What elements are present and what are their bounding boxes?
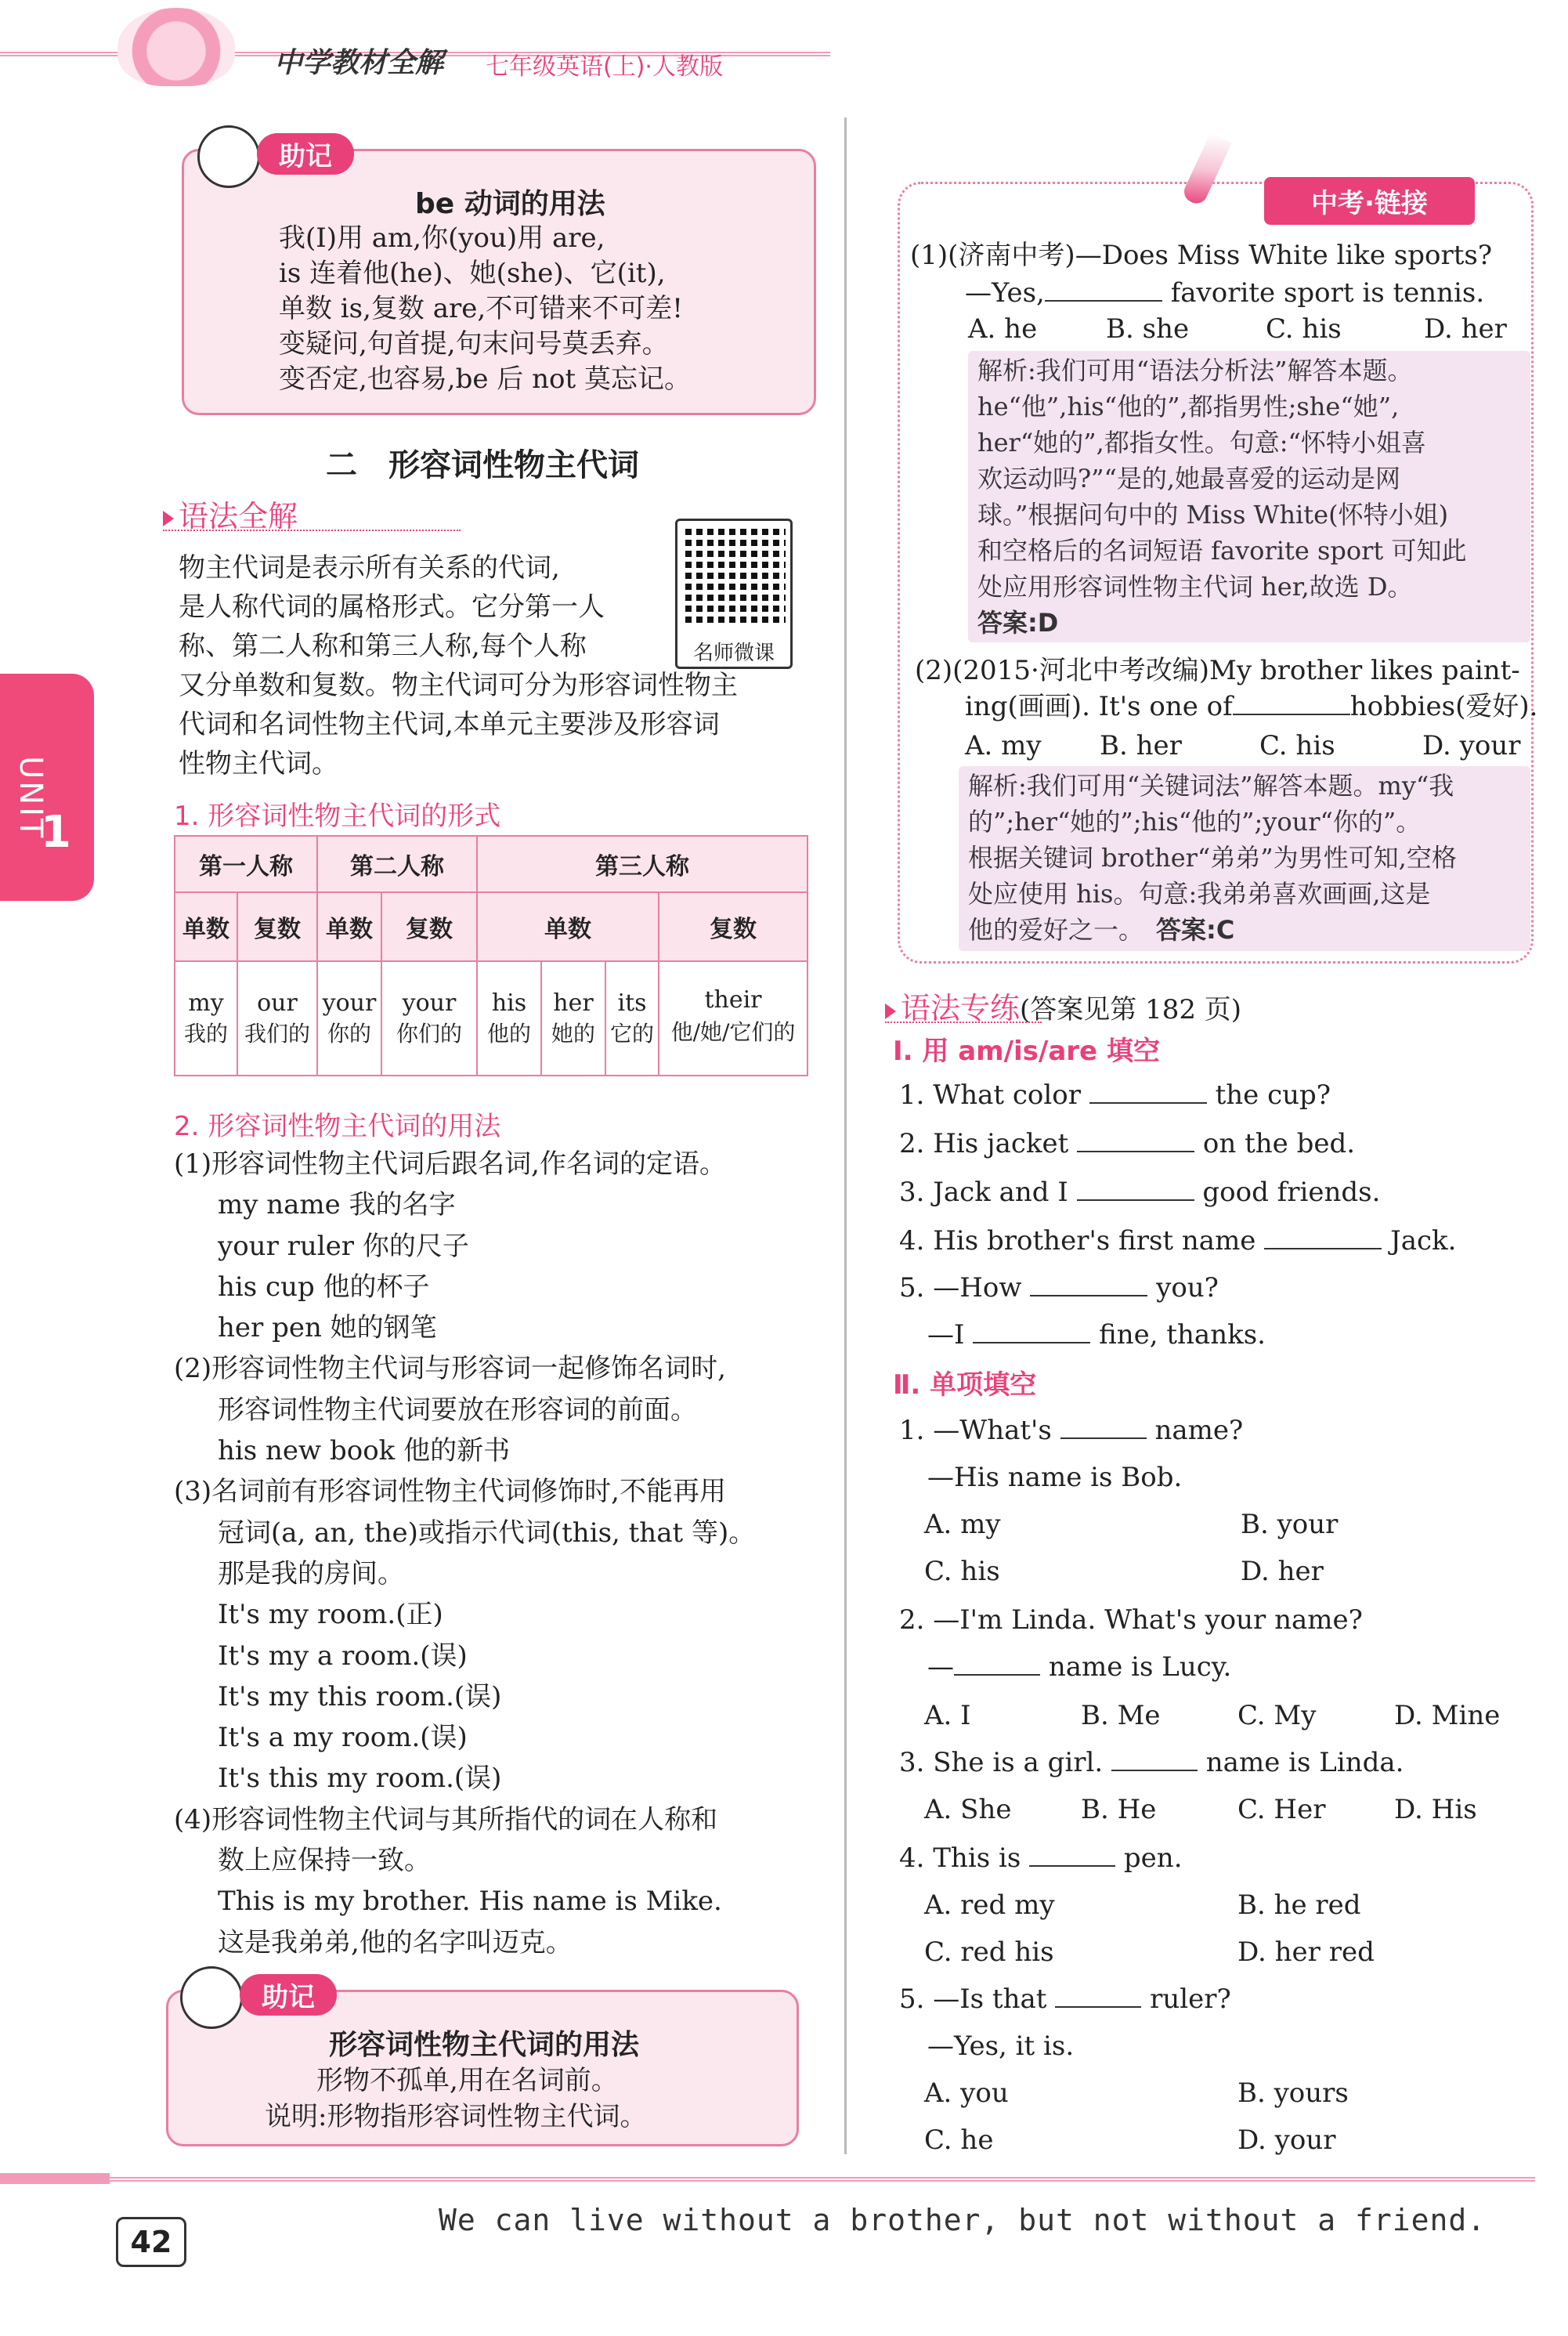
mc-stem <box>899 1982 1231 2017</box>
mc-text: 1. —What's <box>899 1415 1052 1446</box>
mc-stem: 2. —I'm Linda. What's your name? <box>899 1604 1363 1636</box>
p1-item <box>927 1318 1266 1353</box>
answer-blank[interactable] <box>973 1342 1090 1343</box>
mc-option: A. I <box>924 1700 971 1731</box>
mc-option: A. my <box>924 1509 1001 1540</box>
mc-option: B. yours <box>1237 2077 1349 2109</box>
table-cell <box>605 961 659 1076</box>
p1-text: the cup? <box>1215 1079 1331 1111</box>
p1-text: good friends. <box>1202 1177 1381 1208</box>
mc-text: 3. She is a girl. <box>899 1747 1104 1778</box>
intro-line: 物主代词是表示所有关系的代词, <box>179 552 560 584</box>
mc-option: B. Me <box>1081 1700 1161 1731</box>
mc-stem <box>899 1841 1183 1876</box>
q1-opt-a: A. he <box>968 313 1038 345</box>
q2-opt-a: A. my <box>965 730 1042 761</box>
answer-blank[interactable] <box>1077 1199 1194 1201</box>
part1-title: Ⅰ. 用 am/is/are 填空 <box>893 1036 1160 1067</box>
table-cell <box>477 961 541 1076</box>
mascot-icon <box>197 125 260 188</box>
usage-example: This is my brother. His name is Mike. <box>218 1886 722 1918</box>
expl-line: 解析:我们可用“关键词法”解答本题。my“我 <box>968 771 1454 801</box>
usage-example: his new book 他的新书 <box>218 1435 511 1467</box>
expl-line: 他的爱好之一。 <box>968 915 1132 945</box>
cell-en: your <box>402 989 457 1017</box>
cell-en: your <box>322 989 377 1017</box>
intro-text <box>179 548 738 783</box>
memo-line: 形物不孤单,用在名词前。 <box>316 2065 618 2096</box>
grammar-label-text: 语法全解 <box>179 499 298 533</box>
exam-link-tag: 中考·链接 <box>1264 177 1475 225</box>
answer-blank[interactable] <box>1111 1770 1198 1771</box>
footer-rule <box>110 2177 1535 2182</box>
expl-line-last <box>968 912 1521 948</box>
intro-line: 代词和名词性物主代词,本单元主要涉及形容词 <box>179 709 720 740</box>
usage-rule: (4)形容词性物主代词与其所指代的词在人称和 <box>174 1803 718 1835</box>
mc-text: ruler? <box>1150 1983 1231 2015</box>
cell-cn: 他的 <box>486 1020 531 1047</box>
q2-stem: (2)(2015·河北中考改编)My brother likes paint- <box>915 655 1520 686</box>
expl-line: he“他”,his“他的”,都指男性;she“她”, <box>977 392 1400 421</box>
mc-text: — <box>927 1651 954 1683</box>
q1-opt-c: C. his <box>1266 313 1342 345</box>
section-heading: 二 形容词性物主代词 <box>326 447 639 483</box>
answer-blank[interactable] <box>1045 300 1162 302</box>
unit-number: 1 <box>41 807 71 858</box>
usage-example: It's this my room.(误) <box>218 1763 502 1795</box>
usage-example: my name 我的名字 <box>218 1189 456 1221</box>
unit-label: UNIT <box>13 756 49 841</box>
usage-rule: (3)名词前有形容词性物主代词修饰时,不能再用 <box>174 1476 726 1508</box>
usage-text <box>174 1144 755 1963</box>
answer-blank[interactable] <box>1264 1248 1382 1249</box>
label-underline <box>163 530 461 531</box>
page-number: 42 <box>116 2217 186 2267</box>
table-cell <box>175 961 237 1076</box>
p1-text: you? <box>1156 1272 1219 1304</box>
q1-opt-d: D. her <box>1424 313 1507 345</box>
q2-opt-c: C. his <box>1259 730 1335 761</box>
usage-example: 这是我弟弟,他的名字叫迈克。 <box>218 1926 573 1958</box>
usage-example: her pen 她的钢笔 <box>218 1312 437 1344</box>
q2-stem-end: hobbies(爱好). <box>1349 691 1538 722</box>
mc-option: B. he red <box>1237 1889 1361 1921</box>
mc-stem <box>927 1650 1231 1685</box>
expl-line: 和空格后的名词短语 favorite sport 可知此 <box>977 536 1467 566</box>
memo-tag: 助记 <box>240 1974 337 2016</box>
table-cell <box>381 961 477 1076</box>
answer-blank[interactable] <box>1089 1102 1207 1104</box>
q2-stem-line2 <box>965 689 1537 725</box>
table-cell <box>317 961 381 1076</box>
answer-blank[interactable] <box>1029 1865 1115 1867</box>
cell-cn: 我们的 <box>244 1020 310 1047</box>
table-cell <box>541 961 605 1076</box>
mascot-icon <box>180 1966 243 2029</box>
practice-ref: (答案见第 182 页) <box>1020 994 1242 1025</box>
expl-line: 的”;her“她的”;his“他的”;your“你的”。 <box>968 807 1422 837</box>
q2-answer: 答案:C <box>1156 915 1235 945</box>
p1-text: Jack. <box>1390 1225 1457 1257</box>
book-logo-icon <box>117 8 235 86</box>
mc-option: A. you <box>924 2077 1009 2109</box>
mc-option: D. your <box>1237 2124 1336 2156</box>
practice-label-text: 语法专练 <box>901 991 1021 1025</box>
q1-explanation <box>968 351 1530 642</box>
expl-line: 欢运动吗?”“是的,她最喜爱的运动是网 <box>977 464 1401 494</box>
header-subtitle: 七年级英语(上)·人教版 <box>486 53 723 81</box>
memo-line: 单数 is,复数 are,不可错来不可差! <box>279 293 683 324</box>
mc-text: name? <box>1154 1415 1244 1446</box>
expl-line: 球。”根据问句中的 Miss White(怀特小姐) <box>977 500 1449 530</box>
memo-line: is 连着他(he)、她(she)、它(it), <box>279 258 666 289</box>
q1-stem-end: favorite sport is tennis. <box>1170 277 1485 309</box>
subheading-forms: 1. 形容词性物主代词的形式 <box>174 801 501 832</box>
q1-stem: (1)(济南中考)—Does Miss White like sports? <box>910 240 1493 271</box>
mc-stem <box>899 1413 1243 1448</box>
mc-option: D. Mine <box>1394 1700 1501 1731</box>
q2-explanation <box>959 766 1530 951</box>
triangle-icon <box>885 1003 896 1019</box>
mc-option: D. her red <box>1237 1936 1375 1968</box>
mc-option: D. her <box>1241 1556 1324 1587</box>
subheading-usage: 2. 形容词性物主代词的用法 <box>174 1111 501 1142</box>
q2-opt-b: B. her <box>1100 730 1182 761</box>
mc-text: name is Lucy. <box>1048 1651 1232 1683</box>
memo-title: 形容词性物主代词的用法 <box>329 2029 640 2061</box>
p1-text: —I <box>927 1319 965 1351</box>
q2-stem-start: ing(画画). It's one of <box>965 691 1233 722</box>
usage-example: It's my a room.(误) <box>218 1640 468 1672</box>
q2-opt-d: D. your <box>1422 730 1521 761</box>
p1-text: fine, thanks. <box>1099 1319 1266 1351</box>
p1-text: 4. His brother's first name <box>899 1225 1256 1257</box>
intro-line: 是人称代词的属格形式。它分第一人 <box>179 591 605 623</box>
memo-line: 变否定,也容易,be 后 not 莫忘记。 <box>279 363 691 395</box>
pronoun-table <box>174 835 808 1076</box>
header-title: 中学教材全解 <box>274 47 444 79</box>
mc-option: B. your <box>1241 1509 1339 1540</box>
q1-opt-b: B. she <box>1106 313 1190 345</box>
cell-en: his <box>491 989 527 1017</box>
mc-text: name is Linda. <box>1205 1747 1404 1778</box>
q1-stem-start: —Yes, <box>965 277 1045 309</box>
th-singular: 单数 <box>175 892 237 961</box>
label-underline <box>885 1022 1042 1023</box>
mc-option: A. red my <box>924 1889 1055 1921</box>
intro-line: 性物主代词。 <box>179 748 338 779</box>
usage-example: It's a my room.(误) <box>218 1722 468 1754</box>
mc-option: C. red his <box>924 1936 1054 1968</box>
usage-example: your ruler 你的尺子 <box>218 1230 469 1262</box>
mc-option: C. My <box>1237 1700 1317 1731</box>
usage-rule: (2)形容词性物主代词与形容词一起修饰名词时, <box>174 1353 726 1385</box>
intro-line: 称、第二人称和第三人称,每个人称 <box>179 631 587 662</box>
th-plural: 复数 <box>237 892 317 961</box>
cell-en: its <box>617 989 647 1017</box>
mc-stem <box>899 1745 1404 1781</box>
usage-rule: 数上应保持一致。 <box>218 1845 431 1877</box>
mc-option: B. He <box>1081 1794 1157 1825</box>
cell-cn: 她的 <box>551 1020 595 1047</box>
mc-text: 4. This is <box>899 1842 1021 1874</box>
answer-blank[interactable] <box>1055 2006 1141 2008</box>
th-third-person: 第三人称 <box>477 836 807 892</box>
cell-en: my <box>188 989 224 1017</box>
expl-line: her“她的”,都指女性。句意:“怀特小姐喜 <box>977 428 1426 457</box>
p1-text: 3. Jack and I <box>899 1177 1068 1208</box>
memo-line: 说明:形物指形容词性物主代词。 <box>265 2101 647 2132</box>
answer-blank[interactable] <box>1233 714 1350 715</box>
p1-item <box>899 1224 1456 1259</box>
memo-tag: 助记 <box>257 133 354 175</box>
expl-line: 根据关键词 brother“弟弟”为男性可知,空格 <box>968 843 1457 873</box>
usage-rule: 冠词(a, an, the)或指示代词(this, that 等)。 <box>218 1517 756 1549</box>
cell-cn: 他/她/它们的 <box>670 1018 796 1045</box>
mc-option: D. His <box>1394 1794 1477 1825</box>
memo-lines <box>279 221 691 397</box>
cell-cn: 你们的 <box>396 1020 462 1047</box>
triangle-icon <box>163 511 174 526</box>
answer-blank[interactable] <box>1060 1437 1147 1439</box>
p1-text: 1. What color <box>899 1079 1081 1111</box>
intro-line: 又分单数和复数。物主代词可分为形容词性物主 <box>179 670 738 701</box>
cell-en: their <box>704 985 762 1014</box>
answer-blank[interactable] <box>954 1674 1040 1676</box>
page-header <box>0 0 1568 86</box>
usage-example: his cup 他的杯子 <box>218 1271 430 1303</box>
part2-title: Ⅱ. 单项填空 <box>893 1369 1037 1401</box>
grammar-label <box>163 492 298 535</box>
mc-option: C. his <box>924 1556 1000 1587</box>
cell-cn: 它的 <box>609 1020 654 1047</box>
expl-line: 处应使用 his。句意:我弟弟喜欢画画,这是 <box>968 879 1431 909</box>
p1-text: 5. —How <box>899 1272 1022 1304</box>
mc-option: C. Her <box>1237 1794 1326 1825</box>
qr-label: 名师微课 <box>692 642 775 665</box>
cell-en: her <box>553 989 594 1017</box>
mc-text: 5. —Is that <box>899 1983 1047 2015</box>
mc-option: C. he <box>924 2124 994 2156</box>
mc-option: A. She <box>924 1794 1012 1825</box>
footer-quote: We can live without a brother, but not without a friend. <box>439 2203 1487 2237</box>
unit-tab <box>0 674 94 901</box>
footer-band <box>0 2173 110 2184</box>
q1-stem-line2 <box>965 276 1484 311</box>
q1-answer: 答案:D <box>977 608 1059 638</box>
usage-example: 那是我的房间。 <box>218 1557 404 1589</box>
th-singular: 单数 <box>317 892 381 961</box>
usage-rule: 形容词性物主代词要放在形容词的前面。 <box>218 1394 697 1426</box>
table-cell <box>237 961 317 1076</box>
p1-item <box>899 1175 1380 1210</box>
cell-cn: 你的 <box>327 1020 371 1047</box>
mc-stem: —His name is Bob. <box>927 1462 1183 1493</box>
p1-item <box>899 1126 1355 1162</box>
memo-line: 变疑问,句首提,句末问号莫丢弃。 <box>279 328 669 360</box>
th-second-person: 第二人称 <box>317 836 477 892</box>
p1-item <box>899 1271 1219 1306</box>
column-divider <box>844 118 847 2154</box>
table-cell <box>659 961 807 1076</box>
expl-line: 解析:我们可用“语法分析法”解答本题。 <box>977 356 1413 385</box>
p1-text: 2. His jacket <box>899 1128 1069 1159</box>
cell-cn: 我的 <box>183 1020 228 1047</box>
usage-example: It's my this room.(误) <box>218 1680 502 1712</box>
usage-rule: (1)形容词性物主代词后跟名词,作名词的定语。 <box>174 1148 726 1180</box>
th-first-person: 第一人称 <box>175 836 317 892</box>
usage-example: It's my room.(正) <box>218 1599 443 1631</box>
answer-blank[interactable] <box>1030 1295 1147 1296</box>
mc-stem: —Yes, it is. <box>927 2030 1075 2062</box>
expl-line: 处应用形容词性物主代词 her,故选 D。 <box>977 572 1413 602</box>
th-plural: 复数 <box>659 892 807 961</box>
p1-item <box>899 1078 1331 1113</box>
p1-text: on the bed. <box>1202 1128 1356 1159</box>
answer-blank[interactable] <box>1077 1151 1194 1152</box>
mc-text: pen. <box>1123 1842 1183 1874</box>
cell-en: our <box>257 989 298 1017</box>
th-singular: 单数 <box>477 892 659 961</box>
th-plural: 复数 <box>381 892 477 961</box>
memo-title: be 动词的用法 <box>415 188 605 220</box>
memo-line: 我(I)用 am,你(you)用 are, <box>279 222 605 254</box>
